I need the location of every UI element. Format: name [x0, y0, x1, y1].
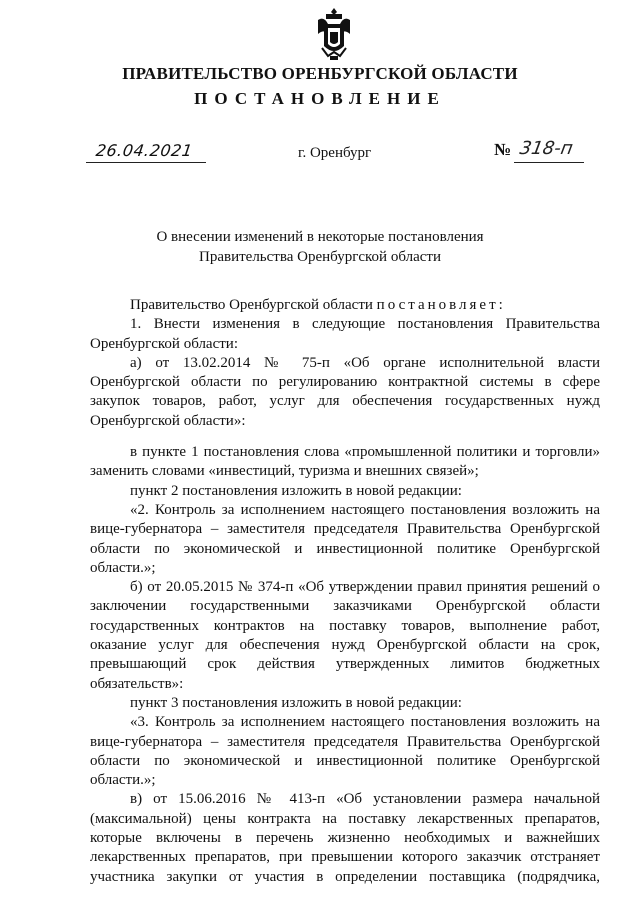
body-line: заключении государственными заказчиками Оренбургской области — [90, 598, 600, 615]
intro-text: Правительство Оренбургской области — [130, 297, 377, 313]
body-line: (максимальной) цены контракта на поставку лекарственных препаратов, — [90, 810, 600, 827]
coat-of-arms-icon — [314, 6, 354, 62]
body-line: Оренбургской области по регулированию контрактной системы в сфере — [90, 374, 600, 391]
body-line: лекарственных препаратов, при превышении которого заказчик отстраняет — [90, 849, 600, 866]
body-line: превышающий срок действия утвержденных лимитов бюджетных — [90, 656, 600, 673]
body-line: которые включены в перечень жизненно необходимых и важнейших — [90, 830, 600, 847]
body-line: закупок товаров, работ, услуг для обеспечения государственных нужд — [90, 393, 600, 410]
body-intro — [90, 296, 600, 315]
body-line: вице-губернатора – заместителя председателя Правительства Оренбургской — [90, 521, 600, 538]
body-line: Оренбургской области: — [90, 335, 239, 352]
body-line: а) от 13.02.2014 № 75-п «Об органе исполнительной власти — [130, 354, 600, 371]
body-line: Оренбургской области»: — [90, 412, 246, 429]
subject-line: О внесении изменений в некоторые постановления — [156, 229, 484, 245]
body-line: области.»; — [90, 559, 156, 576]
body-line: «3. Контроль за исполнением настоящего постановления возложить на — [130, 714, 600, 731]
body-line: 1. Внести изменения в следующие постановления Правительства — [130, 316, 600, 333]
document-body — [90, 296, 600, 887]
body-line: б) от 20.05.2015 № 374-п «Об утверждении правил принятия решений о — [130, 579, 600, 596]
body-line: пункт 2 постановления изложить в новой редакции: — [130, 482, 462, 499]
body-line: пункт 3 постановления изложить в новой редакции: — [130, 694, 462, 711]
body-line: государственных контрактов на поставку товаров, выполнение работ, — [90, 617, 600, 634]
intro-decree-word: постановляет: — [376, 297, 506, 313]
body-line: обязательств»: — [90, 675, 184, 692]
body-line: области по экономической и инвестиционной политике Оренбургской — [90, 752, 600, 769]
number-underline — [514, 162, 584, 163]
subject-line: Правительства Оренбургской области — [199, 249, 441, 265]
body-line: вице-губернатора – заместителя председателя Правительства Оренбургской — [90, 733, 600, 750]
number-label: № — [494, 140, 512, 159]
body-line: заменить словами «инвестиций, туризма и внешних связей»; — [90, 463, 479, 480]
body-line: в) от 15.06.2016 № 413-п «Об установлении размера начальной — [130, 791, 600, 808]
body-line: области.»; — [90, 772, 156, 789]
document-type: ПОСТАНОВЛЕНИЕ — [194, 89, 446, 108]
document-number: 318-п — [518, 138, 575, 159]
date-underline — [86, 162, 206, 163]
body-line: «2. Контроль за исполнением настоящего постановления возложить на — [130, 501, 600, 518]
document-date: 26.04.2021 — [94, 141, 194, 160]
body-line: в пункте 1 постановления слова «промышленной политики и торговли» — [130, 444, 600, 461]
body-line: области по экономической и инвестиционной политике Оренбургской — [90, 540, 600, 557]
organization-title: ПРАВИТЕЛЬСТВО ОРЕНБУРГСКОЙ ОБЛАСТИ — [122, 64, 518, 83]
document-subject — [0, 227, 640, 267]
city: г. Оренбург — [298, 145, 372, 161]
body-line: участника закупки от участия в определении поставщика (подрядчика, — [90, 868, 600, 885]
body-line: оказание услуг для обеспечения нужд Оренбургской области на срок, — [90, 637, 600, 654]
